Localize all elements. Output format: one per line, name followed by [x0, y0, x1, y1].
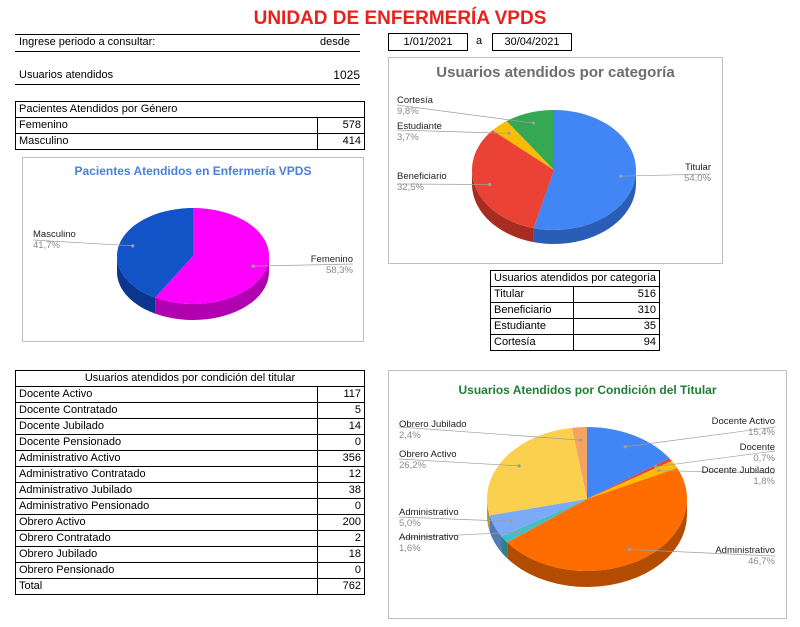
table-cell-value: 12: [318, 467, 365, 483]
slice-percent: 3,7%: [397, 132, 419, 143]
date-from-field[interactable]: 1/01/2021: [388, 33, 468, 51]
condicion-table-header: Usuarios atendidos por condición del titular: [16, 371, 365, 387]
table-cell-value: 414: [318, 134, 365, 150]
table-cell-label: Estudiante: [491, 319, 574, 335]
slice-label: Masculino: [33, 229, 76, 240]
slice-percent: 1,8%: [753, 476, 775, 487]
table-cell-label: Total: [16, 579, 318, 595]
table-cell-value: 2: [318, 531, 365, 547]
table-row: [16, 403, 365, 419]
leader-dot: [532, 122, 535, 125]
usuarios-value: 1025: [333, 68, 360, 82]
gender-pie-svg: [23, 158, 363, 341]
condition-pie-svg: [389, 371, 786, 618]
table-cell-value: 5: [318, 403, 365, 419]
slice-label: Obrero Activo: [399, 449, 457, 460]
slice-percent: 2,4%: [399, 430, 421, 441]
table-row: [16, 515, 365, 531]
table-row: [16, 387, 365, 403]
category-pie-svg: [389, 58, 722, 263]
table-cell-label: Cortesía: [491, 335, 574, 351]
gender-chart: [22, 157, 364, 342]
table-row: [16, 579, 365, 595]
table-cell-value: 310: [574, 303, 660, 319]
leader-dot: [624, 445, 627, 448]
leader-dot: [619, 175, 622, 178]
slice-percent: 41,7%: [33, 240, 60, 251]
table-row: [16, 435, 365, 451]
slice-percent: 0,7%: [753, 453, 775, 464]
table-cell-label: Obrero Contratado: [16, 531, 318, 547]
leader-dot: [654, 465, 657, 468]
table-row: [16, 531, 365, 547]
gender-chart-title: Pacientes Atendidos en Enfermería VPDS: [74, 164, 312, 178]
leader-dot: [131, 244, 134, 247]
condition-chart: [388, 370, 787, 619]
slice-percent: 15,4%: [748, 427, 775, 438]
period-label: Ingrese periodo a consultar:: [19, 36, 156, 48]
usuarios-label: Usuarios atendidos: [19, 69, 114, 81]
genero-table-header: Pacientes Atendidos por Género: [16, 102, 365, 118]
table-row: [491, 303, 660, 319]
usuarios-row: [15, 68, 360, 85]
slice-percent: 54,0%: [684, 173, 711, 184]
slice-label: Docente: [739, 442, 775, 453]
period-row: [15, 34, 360, 52]
table-cell-label: Administrativo Pensionado: [16, 499, 318, 515]
table-cell-value: 0: [318, 563, 365, 579]
slice-label: Estudiante: [397, 121, 442, 132]
table-row: [16, 118, 365, 134]
leader-dot: [509, 520, 512, 523]
slice-label: Titular: [684, 162, 711, 173]
date-to-field[interactable]: 30/04/2021: [492, 33, 572, 51]
slice-percent: 1,6%: [399, 543, 421, 554]
category-chart: [388, 57, 723, 264]
table-row: [16, 467, 365, 483]
slice-label: Administrativo: [399, 532, 459, 543]
slice-percent: 26,2%: [399, 460, 426, 471]
table-cell-label: Obrero Pensionado: [16, 563, 318, 579]
genero-table: [15, 101, 365, 150]
condicion-table: [15, 370, 365, 595]
table-cell-value: 578: [318, 118, 365, 134]
slice-label: Femenino: [310, 254, 353, 265]
slice-percent: 58,3%: [326, 265, 353, 276]
slice-percent: 46,7%: [748, 556, 775, 567]
table-row: [16, 483, 365, 499]
table-cell-value: 18: [318, 547, 365, 563]
table-row: [16, 134, 365, 150]
table-cell-value: 14: [318, 419, 365, 435]
table-cell-label: Obrero Jubilado: [16, 547, 318, 563]
slice-label: Obrero Jubilado: [399, 419, 467, 430]
slice-label: Beneficiario: [397, 171, 447, 182]
table-cell-label: Masculino: [16, 134, 318, 150]
table-cell-label: Docente Activo: [16, 387, 318, 403]
slice-percent: 9,8%: [397, 106, 419, 117]
slice-label: Administrativo: [399, 507, 459, 518]
page-title: UNIDAD DE ENFERMERÍA VPDS: [253, 8, 547, 29]
leader-dot: [507, 132, 510, 135]
table-cell-label: Administrativo Contratado: [16, 467, 318, 483]
table-row: [16, 563, 365, 579]
table-cell-label: Docente Pensionado: [16, 435, 318, 451]
table-cell-label: Docente Contratado: [16, 403, 318, 419]
table-cell-label: Femenino: [16, 118, 318, 134]
table-cell-label: Administrativo Jubilado: [16, 483, 318, 499]
table-cell-value: 356: [318, 451, 365, 467]
table-cell-label: Obrero Activo: [16, 515, 318, 531]
period-separator: a: [476, 35, 483, 47]
leader-dot: [488, 183, 491, 186]
table-cell-value: 117: [318, 387, 365, 403]
table-cell-value: 0: [318, 499, 365, 515]
category-chart-title: Usuarios atendidos por categoría: [436, 64, 675, 81]
table-row: [491, 287, 660, 303]
slice-percent: 5,0%: [399, 518, 421, 529]
table-cell-value: 35: [574, 319, 660, 335]
leader-dot: [628, 548, 631, 551]
categoria-table: [490, 270, 660, 351]
slice-label: Docente Jubilado: [701, 465, 775, 476]
table-cell-value: 200: [318, 515, 365, 531]
table-cell-label: Administrativo Activo: [16, 451, 318, 467]
table-row: [491, 319, 660, 335]
slice-label: Docente Activo: [711, 416, 775, 427]
table-cell-value: 0: [318, 435, 365, 451]
slice-label: Administrativo: [715, 545, 775, 556]
condition-chart-title: Usuarios Atendidos por Condición del Titular: [458, 383, 717, 397]
table-row: [16, 451, 365, 467]
categoria-table-header: Usuarios atendidos por categoría: [491, 271, 660, 287]
leader-dot: [657, 469, 660, 472]
slice-label: Cortesía: [397, 95, 433, 106]
table-cell-value: 94: [574, 335, 660, 351]
leader-dot: [517, 464, 520, 467]
table-cell-label: Beneficiario: [491, 303, 574, 319]
leader-dot: [252, 265, 255, 268]
table-row: [16, 419, 365, 435]
table-cell-label: Titular: [491, 287, 574, 303]
table-cell-value: 516: [574, 287, 660, 303]
table-row: [16, 547, 365, 563]
table-cell-value: 762: [318, 579, 365, 595]
leader-dot: [517, 530, 520, 533]
leader-dot: [579, 439, 582, 442]
table-cell-value: 38: [318, 483, 365, 499]
table-cell-label: Docente Jubilado: [16, 419, 318, 435]
slice-percent: 32,5%: [397, 182, 424, 193]
table-row: [16, 499, 365, 515]
desde-label: desde: [320, 36, 350, 48]
table-row: [491, 335, 660, 351]
